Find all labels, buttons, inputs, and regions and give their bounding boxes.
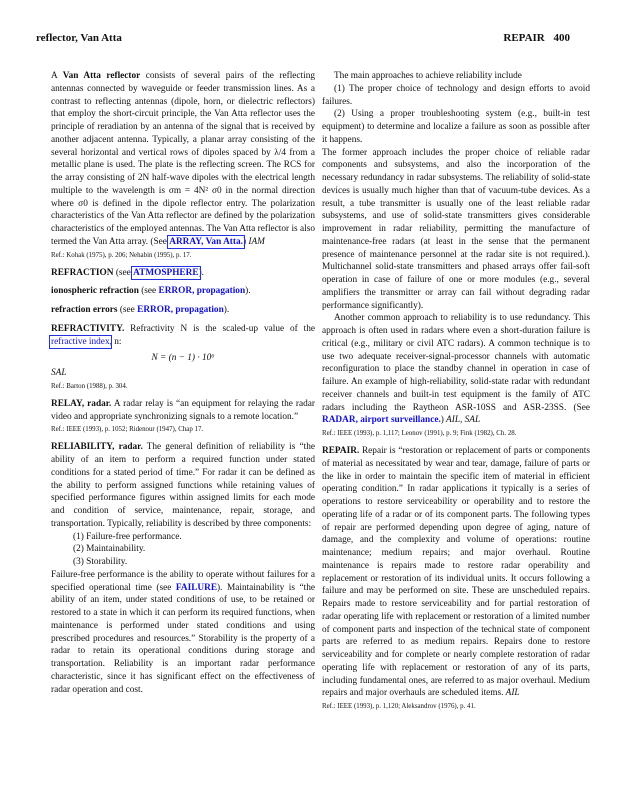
page-number: 400 xyxy=(553,32,570,44)
paragraph: (1) The proper choice of technology and design efforts to avoid failures. xyxy=(322,83,590,107)
running-header-left: reflector, Van Atta xyxy=(36,32,122,44)
author-initials: IAM xyxy=(246,236,265,247)
list-item: (1) Failure-free performance. xyxy=(73,531,182,542)
entry-refractivity: REFRACTIVITY. Refractivity N is the scaled-up value of the refractive index, n: xyxy=(51,323,315,347)
reference: Ref.: Barton (1988), p. 304. xyxy=(51,382,128,390)
running-header-right xyxy=(503,32,570,44)
entry-refraction: REFRACTION (see ATMOSPHERE). xyxy=(51,267,204,278)
entry-van-atta-reflector: A Van Atta reflector consists of several pairs of the reflecting antennas connected by waveguide or feeder transmission lines. As a contrast to reflecting antennas (dipole, horn, or dielectric reflectors) that employ the short-circuit principle, the Van Atta reflector uses the principle of reradiation by an antenna of the signal that is received by another adjacent antenna. Typically, a planar array consisting of the several horizontal and vertical rows of dipoles spaced by λ/4 from a metallic plane is used. The plate is the reflecting screen. The RCS for the array consisting of 2N half-wave dipoles with the electrical length multiple to the wavelength is σm = 4N² σ0 in the normal direction where σ0 is defined in the dipole reflector entry. The polarization characteristics of the Van Atta reflector are defined by the polarization characteristics of the employed antennas. The Van Atta reflector is also termed the Van Atta array. (See ARRAY, Van Atta.) IAM xyxy=(51,71,316,247)
entry-repair: REPAIR. Repair is “restoration or replacement of parts or components of material as necessitated by wear and tear, damage, failure of parts or the like in order to maintain the specific item of material in efficient operating condition.” In radar applications it typically is a series of operations to restore serviceability or operability and to restore the operating life of a radar or of its component parts. The following types of repair are performed depending upon degree of aging, nature of damage, and the complexity and volume of operations: routine maintenance; medium repairs; and major overhaul. Routine maintenance is repairs made to restore radar operability and replacement or restoration of its individual units. It occurs following a failure and may be performed on site. These are unscheduled repairs. Repairs made to restore serviceability and for partial restoration of radar operating life with replacement or restoration of a limited number of component parts and inspection of the technical state of component parts are referred to as medium repairs. Repairs done to restore serviceability and for complete or nearly complete restoration of radar operating life with replacement or restoration of any of its parts, including fundamental ones, are referred to as major overhaul. Medium repairs and major overhauls are scheduled items. AIL xyxy=(322,446,590,699)
list-item: (3) Storability. xyxy=(73,557,128,567)
header-section: REPAIR xyxy=(503,32,545,44)
link-radar-airport-surveillance[interactable]: RADAR, airport surveillance. xyxy=(322,415,441,426)
term-van-atta-reflector: Van Atta reflector xyxy=(62,71,141,81)
entry-ionospheric-refraction: ionospheric refraction (see ERROR, propagation). xyxy=(51,286,251,297)
link-error-propagation[interactable]: ERROR, propagation xyxy=(158,286,246,297)
link-atmosphere[interactable]: ATMOSPHERE xyxy=(133,267,199,278)
author-initials: AIL, SAL xyxy=(443,415,481,426)
left-column xyxy=(51,70,315,696)
entry-relay-radar: RELAY, radar. A radar relay is “an equipment for relaying the radar video and appropriate synchronizing signals to a remote location.” xyxy=(51,398,315,422)
link-array-van-atta[interactable]: ARRAY, Van Atta. xyxy=(169,236,243,247)
entry-refraction-errors: refraction errors (see ERROR, propagation). xyxy=(51,305,230,315)
refractivity-formula: N = (n − 1) · 10⁶ xyxy=(151,353,215,364)
paragraph: (2) Using a proper troubleshooting system (e.g., built-in test equipment) to determine and localize a failure as soon as possible after it happens. xyxy=(322,109,590,145)
link-failure[interactable]: FAILURE xyxy=(175,582,218,593)
entry-reliability-radar: RELIABILITY, radar. The general definition of reliability is “the ability of an item to perform a required function under stated conditions for a stated period of time.” For radar it can be defined as the ability to perform assigned functions while retaining values of specified performance figures within assigned limits for each mode and condition of service, maintenance, repair, storage, and transportation. Typically, reliability is described by three components: xyxy=(51,442,315,529)
list-item: (2) Maintainability. xyxy=(73,544,146,555)
paragraph: The main approaches to achieve reliability include xyxy=(334,71,522,81)
link-error-propagation-2[interactable]: ERROR, propagation xyxy=(137,305,224,315)
author-initials: AIL xyxy=(503,688,520,699)
reference: Ref.: IEEE (1993), p. 1,120; Aleksandrov (1976), p. 41. xyxy=(322,703,476,710)
link-refractive-index[interactable]: refractive index xyxy=(51,336,110,347)
reliability-paragraph: Failure-free performance is the ability to operate without failures for a specified operational time (see FAILURE). Maintainability is “the ability of an item, under stated conditions of use, to be retained or restored to a state in which it can perform its required functions, when maintenance is performed under stated conditions and using prescribed procedures and resources.” Storability is the property of a radar to retain its operational conditions during storage and transportation. Reliability is an important radar performance characteristic, since it has significant effect on the effectiveness of radar operation and cost. xyxy=(51,569,315,695)
right-column xyxy=(322,70,590,712)
reference: Ref.: IEEE (1993), p. 1,117; Leonov (1991), p. 9; Fink (1982), Ch. 28. xyxy=(322,430,517,437)
reference: Ref.: IEEE (1993), p. 1052; Ridenour (1947), Chap 17. xyxy=(51,426,204,434)
paragraph: The former approach includes the proper choice of reliable radar components and subsystems, and also the incorporation of the necessary redundancy in radar subsystems. The reliability of solid-state devices is usually much higher than that of vacuum-tube devices. As a result, a tube transmitter is usually one of the least reliable radar subsystems, and use of solid-state transmitters gives considerable improvement in radar reliability, permitting the manufacture of maintenance-free radars (at least in the sense that the permanent presence of maintenance personnel at the radar site is not required.). Multichannel solid-state transmitters and phased arrays offer fail-soft operation in case of failure of one or more modules (e.g., several amplifiers the transmitter or array can fail without degrading radar performance significantly). xyxy=(322,147,590,311)
reference: Ref.: Kohak (1975), p. 206; Nehabin (1995), p. 17. xyxy=(51,251,192,259)
author-initials: SAL xyxy=(51,368,67,378)
paragraph: Another common approach to reliability is to use redundancy. This approach is often used in radars where even a short-duration failure is critical (e.g., military or civil ATC radars). A common technique is to use two adequate receiver-signal-processor channels with automatic reconfiguration to place the standby channel in operation in case of failure. An example of high-reliability, solid-state radar with redundant receiver channels and built-in test equipment is the family of ATC radars including the Raytheon ASR-10SS and ASR-23SS. (See RADAR, airport surveillance.) AIL, SAL xyxy=(322,313,590,426)
